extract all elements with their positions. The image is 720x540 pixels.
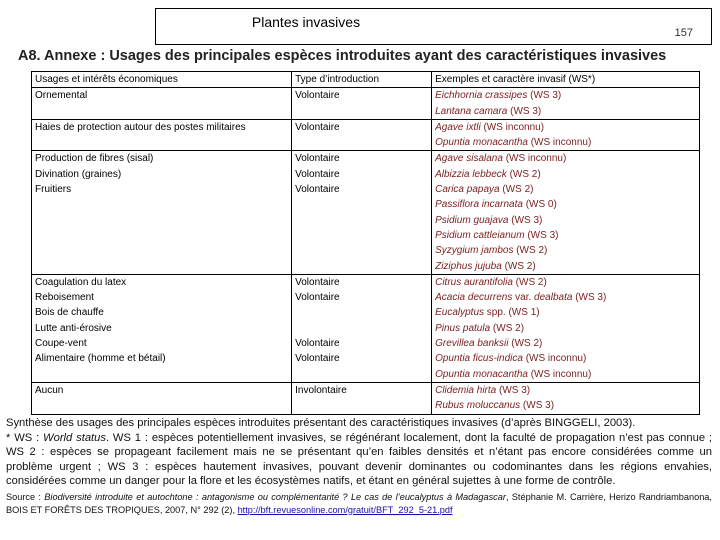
usage-item: Production de fibres (sisal) bbox=[35, 153, 154, 165]
ws-prefix: * WS : bbox=[6, 431, 44, 444]
type-item: Volontaire bbox=[295, 90, 340, 102]
source-title: Biodiversité introduite et autochtone : antagonisme ou complémentarité ? Le cas de l’eucalyptus à Madagascar bbox=[44, 491, 506, 502]
ws-status: (WS 3) bbox=[572, 292, 607, 304]
example-item bbox=[435, 383, 696, 398]
species-name: Ziziphus jujuba bbox=[435, 260, 502, 272]
usage-item: Divination (graines) bbox=[35, 168, 122, 180]
type-item: Involontaire bbox=[295, 384, 347, 396]
species-name: Opuntia monacantha bbox=[435, 368, 528, 380]
example-item bbox=[435, 336, 696, 351]
ws-status: (WS 0) bbox=[522, 199, 557, 211]
header-usages: Usages et intérêts économiques bbox=[32, 72, 292, 88]
species-name: Opuntia monacantha bbox=[435, 137, 528, 149]
species-name: Citrus aurantifolia bbox=[435, 276, 513, 288]
usage-cell bbox=[32, 119, 292, 151]
species-name: Passiflora incarnata bbox=[435, 199, 523, 211]
species-name: Agave sisalana bbox=[435, 153, 503, 165]
footer-notes bbox=[6, 416, 712, 517]
species-name: Acacia decurrens bbox=[435, 292, 513, 304]
example-item bbox=[435, 151, 696, 166]
usage-item: Bois de chauffe bbox=[35, 307, 104, 319]
usage-cell bbox=[32, 151, 292, 274]
usage-cell bbox=[32, 382, 292, 414]
type-item: Volontaire bbox=[295, 338, 340, 350]
example-cell bbox=[432, 274, 700, 382]
usage-item: Reboisement bbox=[35, 292, 94, 304]
ws-definition bbox=[6, 431, 712, 489]
usage-item: Lutte anti-érosive bbox=[35, 322, 112, 334]
example-cell bbox=[432, 119, 700, 151]
ws-status: (WS 2) bbox=[513, 245, 548, 257]
ws-status: (WS inconnu) bbox=[527, 368, 592, 380]
example-item bbox=[435, 275, 696, 290]
species-name: Psidium cattleianum bbox=[435, 229, 525, 241]
example-item bbox=[435, 104, 696, 119]
ws-status: spp. (WS 1) bbox=[484, 307, 540, 319]
source-label: Source : bbox=[6, 491, 45, 502]
annex-heading: A8. Annexe : Usages des principales espèces introduites ayant des caractéristiques invasives bbox=[18, 48, 667, 64]
ws-status: (WS inconnu) bbox=[480, 121, 545, 133]
species-name: Eucalyptus bbox=[435, 307, 485, 319]
ws-status: (WS 2) bbox=[499, 184, 534, 196]
header-box bbox=[155, 8, 712, 45]
ws-text: . WS 1 : espèces potentiellement invasives, se régénérant localement, dont la faculté de propagation n’est pas connue ; WS 2 : espèces se propageant facilement mais ne se présentant qu’en faibles densités et n’étant pas encore considérées comme un problème urgent ; WS 3 : espèces hautement invasives, pouvant devenir dominantes ou codominantes dans les régions envahies, considérées comme un danger pour la flore et les écosystèmes natifs, et étant en général sujettes à une forme de contrôle. bbox=[6, 431, 713, 487]
table-row bbox=[32, 88, 700, 120]
example-cell bbox=[432, 151, 700, 274]
type-item bbox=[295, 305, 428, 320]
type-item: Volontaire bbox=[295, 153, 340, 165]
example-cell bbox=[432, 88, 700, 120]
type-cell bbox=[292, 382, 432, 414]
ws-status: (WS 3) bbox=[496, 384, 531, 396]
example-item bbox=[435, 259, 696, 274]
header-type: Type d’introduction bbox=[292, 72, 432, 88]
ws-status: (WS 3) bbox=[507, 105, 542, 117]
usage-item: Fruitiers bbox=[35, 184, 72, 196]
type-item bbox=[295, 321, 428, 336]
source-link[interactable]: http://bft.revuesonline.com/gratuit/BFT_292_5-21.pdf bbox=[237, 504, 453, 515]
species-name: Agave ixtli bbox=[435, 121, 481, 133]
type-cell bbox=[292, 151, 432, 274]
table-header-row bbox=[32, 72, 700, 88]
species-name: Syzygium jambos bbox=[435, 245, 514, 257]
species-variety: dealbata bbox=[534, 292, 573, 304]
species-name: Carica papaya bbox=[435, 184, 500, 196]
species-name: Grevillea banksii bbox=[435, 338, 509, 350]
ws-status: (WS 3) bbox=[520, 400, 555, 412]
usage-item: Coagulation du latex bbox=[35, 276, 127, 288]
type-item: Volontaire bbox=[295, 292, 340, 304]
ws-status: (WS 3) bbox=[524, 229, 559, 241]
species-name: Albizzia lebbeck bbox=[435, 168, 507, 180]
usage-item: Haies de protection autour des postes militaires bbox=[35, 121, 246, 133]
usage-item: Coupe-vent bbox=[35, 338, 87, 350]
example-item bbox=[435, 88, 696, 103]
ws-italic: World status bbox=[43, 431, 106, 444]
type-cell bbox=[292, 88, 432, 120]
species-name: Psidium guajava bbox=[435, 214, 509, 226]
example-cell bbox=[432, 382, 700, 414]
example-item bbox=[435, 321, 696, 336]
usage-cell bbox=[32, 274, 292, 382]
ws-status: (WS 2) bbox=[501, 260, 536, 272]
example-item bbox=[435, 398, 696, 413]
ws-status: (WS inconnu) bbox=[522, 353, 587, 365]
species-name: Opuntia ficus-indica bbox=[435, 353, 523, 365]
source-note bbox=[6, 491, 712, 517]
table-row bbox=[32, 119, 700, 151]
usage-item: Alimentaire (homme et bétail) bbox=[35, 353, 166, 365]
ws-status: (WS inconnu) bbox=[502, 153, 567, 165]
species-name: Clidemia hirta bbox=[435, 384, 497, 396]
synthesis-note: Synthèse des usages des principales espèces introduites présentant des caractéristiques invasives (d’après BINGGELI, 2003). bbox=[6, 417, 636, 429]
example-item bbox=[435, 167, 696, 182]
ws-status: (WS inconnu) bbox=[527, 137, 592, 149]
example-item bbox=[435, 305, 696, 320]
ws-status: (WS 2) bbox=[490, 322, 525, 334]
example-item bbox=[435, 243, 696, 258]
table-row bbox=[32, 382, 700, 414]
example-item bbox=[435, 135, 696, 150]
type-item: Volontaire bbox=[295, 168, 340, 180]
species-name: Lantana camara bbox=[435, 105, 508, 117]
species-name: Pinus patula bbox=[435, 322, 491, 334]
example-item bbox=[435, 197, 696, 212]
example-item bbox=[435, 367, 696, 382]
type-item: Volontaire bbox=[295, 276, 340, 288]
ws-status: (WS 2) bbox=[512, 276, 547, 288]
example-item bbox=[435, 351, 696, 366]
table-row bbox=[32, 274, 700, 382]
header-examples: Exemples et caractère invasif (WS*) bbox=[432, 72, 700, 88]
example-item bbox=[435, 182, 696, 197]
ws-status: (WS 3) bbox=[527, 90, 562, 102]
usages-table bbox=[31, 71, 700, 415]
page-number: 157 bbox=[674, 27, 693, 39]
ws-status: (WS 2) bbox=[506, 168, 541, 180]
type-item: Volontaire bbox=[295, 184, 340, 196]
example-item bbox=[435, 213, 696, 228]
type-item: Volontaire bbox=[295, 353, 340, 365]
usage-item: Aucun bbox=[35, 384, 64, 396]
usage-item: Ornemental bbox=[35, 90, 88, 102]
species-name: Rubus moluccanus bbox=[435, 400, 521, 412]
ws-status: (WS 3) bbox=[508, 214, 543, 226]
example-item bbox=[435, 290, 696, 305]
type-cell bbox=[292, 119, 432, 151]
header-title: Plantes invasives bbox=[251, 14, 361, 30]
example-item bbox=[435, 120, 696, 135]
ws-status: var. bbox=[512, 292, 535, 304]
source-authors: , Stéphanie M. Carrière, Herizo Randriambanona, BOIS ET FORÊTS DES TROPIQUES, 2007, N° 292 (2), bbox=[6, 491, 712, 515]
example-item bbox=[435, 228, 696, 243]
usage-cell bbox=[32, 88, 292, 120]
type-cell bbox=[292, 274, 432, 382]
type-item: Volontaire bbox=[295, 121, 340, 133]
ws-status: (WS 2) bbox=[508, 338, 543, 350]
species-name: Eichhornia crassipes bbox=[435, 90, 528, 102]
table-body bbox=[32, 88, 700, 414]
table-row bbox=[32, 151, 700, 274]
